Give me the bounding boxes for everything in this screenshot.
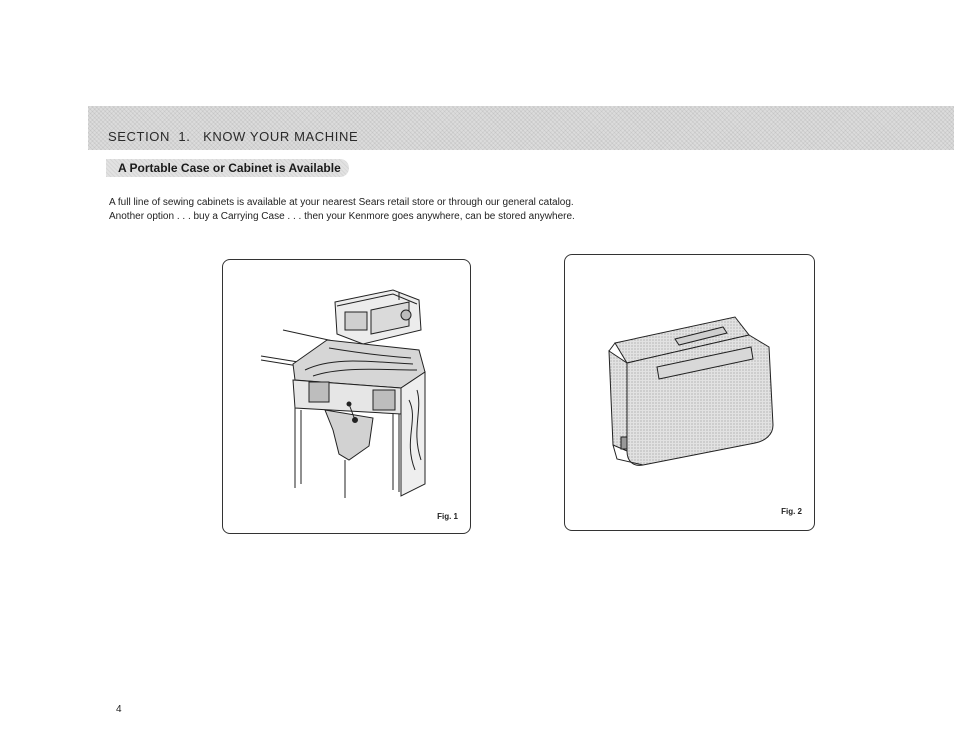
page-number: 4: [116, 704, 122, 715]
figure-2-frame: [564, 254, 815, 531]
figure-1-frame: [222, 259, 471, 534]
figure-2-label: Fig. 2: [781, 507, 802, 516]
figure-1-label: Fig. 1: [437, 512, 458, 521]
sewing-cabinet-illustration: [223, 260, 470, 533]
subheading: A Portable Case or Cabinet is Available: [106, 159, 349, 177]
section-title: SECTION 1. KNOW YOUR MACHINE: [108, 129, 359, 144]
body-line-1: A full line of sewing cabinets is available at your nearest Sears retail store or through our general catalog.: [109, 197, 574, 208]
carrying-case-illustration: [565, 255, 814, 530]
body-text: [109, 196, 575, 224]
body-line-2: Another option . . . buy a Carrying Case . . . then your Kenmore goes anywhere, can be stored anywhere.: [109, 211, 575, 222]
